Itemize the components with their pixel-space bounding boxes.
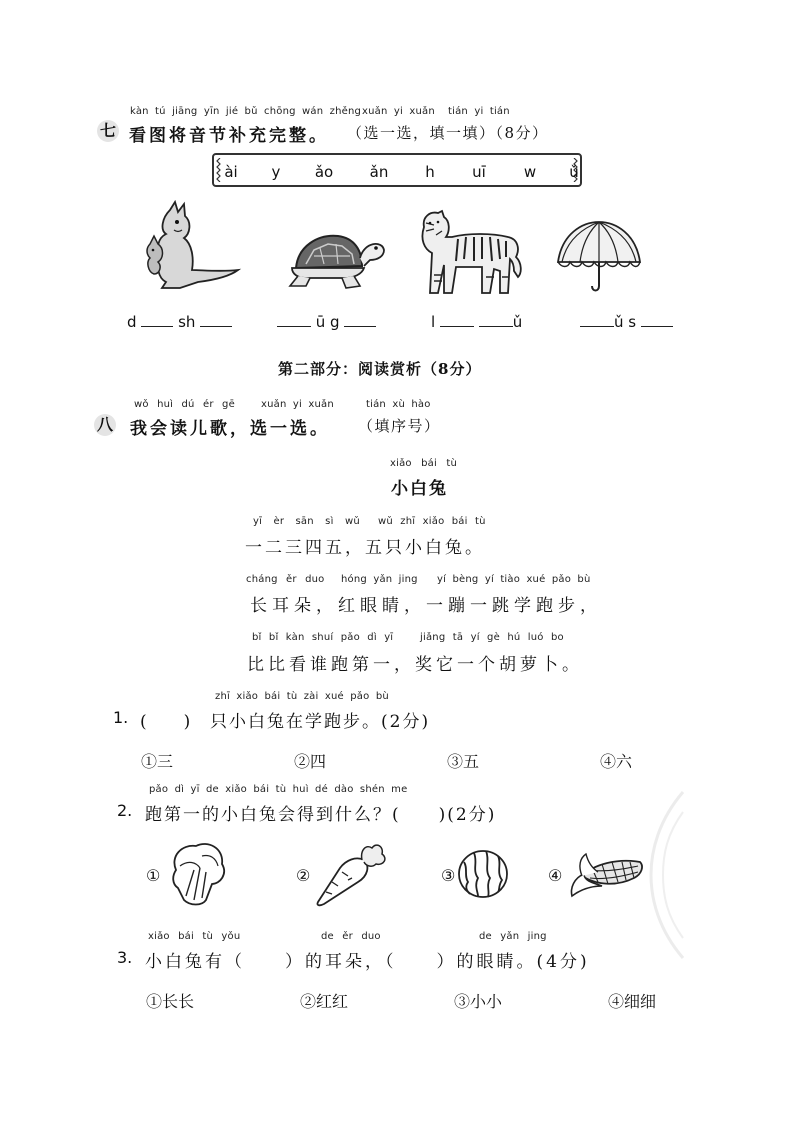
blank-group-turtle xyxy=(277,313,376,331)
cabbage-picture xyxy=(166,840,230,908)
poem-line2-pinyin-3: yí bèng yí tiào xué pǎo bù xyxy=(437,574,591,585)
blank-group-umbrella xyxy=(580,313,673,331)
blank-prefix: l xyxy=(431,313,436,331)
poem-line3-pinyin-2: jiǎng tā yí gè hú luó bo xyxy=(420,632,564,643)
section7-pinyin-2: xuǎn yi xuǎn xyxy=(362,106,435,117)
q3-pinyin-3: de yǎn jing xyxy=(479,931,547,942)
q1-choice[interactable]: ③五 xyxy=(447,752,480,771)
section8-pinyin-2: xuǎn yi xuǎn xyxy=(261,399,334,410)
q1-number: 1. xyxy=(113,708,129,727)
answer-blank[interactable] xyxy=(344,314,376,327)
q1-choice[interactable]: ①三 xyxy=(141,752,174,771)
poem-line1-pinyin: yī èr sān sì wǔ xyxy=(253,516,360,527)
poem-line2-pinyin-2: hóng yǎn jing xyxy=(341,574,418,585)
blank-prefix: d xyxy=(127,313,137,331)
option-syllable: uī xyxy=(472,163,486,181)
section7-pinyin: kàn tú jiāng yīn jié bǔ chōng wán zhěng xyxy=(130,106,362,117)
q3-pinyin-2: de ěr duo xyxy=(321,931,381,942)
poem-line3: 比比看谁跑第一，奖它一个胡萝卜。 xyxy=(247,655,583,675)
poem-line3-pinyin: bǐ bǐ kàn shuí pǎo dì yī xyxy=(252,632,394,643)
q3-choice[interactable]: ③小小 xyxy=(454,992,503,1011)
section7-title: 看图将音节补充完整。 xyxy=(129,126,329,146)
option-syllable: ǎn xyxy=(369,163,389,181)
kangaroo-picture xyxy=(140,200,245,295)
option-syllable: w xyxy=(523,163,537,181)
section8-pinyin: wǒ huì dú ér gē xyxy=(134,399,235,410)
poem-title: 小白兔 xyxy=(391,479,448,499)
blank-middle: sh xyxy=(178,313,196,331)
corn-picture xyxy=(568,852,648,898)
poem-line2-pinyin: cháng ěr duo xyxy=(246,574,325,585)
turtle-picture xyxy=(284,228,386,290)
q3-pinyin: xiǎo bái tù yǒu xyxy=(148,931,241,942)
q1-answer-paren[interactable]: ( ) xyxy=(140,712,192,732)
section8-badge: 八 xyxy=(94,414,116,436)
blank-middle: ū g xyxy=(315,313,340,331)
q2-pinyin: pǎo dì yī de xiǎo bái tù huì dé dào shén me xyxy=(149,784,408,795)
answer-blank[interactable] xyxy=(580,314,614,327)
answer-blank[interactable] xyxy=(200,314,232,327)
blank-group-kangaroo xyxy=(127,313,232,331)
section8-pinyin-3: tián xù hào xyxy=(366,399,431,410)
q2-choice[interactable]: ② xyxy=(296,866,311,885)
answer-blank[interactable] xyxy=(641,314,673,327)
q2-number: 2. xyxy=(117,801,133,820)
option-syllable: y xyxy=(271,163,281,181)
q2-choice[interactable]: ① xyxy=(146,866,161,885)
part2-title: 第二部分：阅读赏析（8分） xyxy=(278,360,482,378)
carrot-picture xyxy=(312,840,388,908)
poem-line2: 长耳朵，红眼睛，一蹦一跳学跑步， xyxy=(250,596,602,616)
answer-blank[interactable] xyxy=(440,314,474,327)
section7-suffix: （选一选，填一填）（8分） xyxy=(347,124,549,142)
q3-choice[interactable]: ①长长 xyxy=(146,992,195,1011)
q1-text: 只小白兔在学跑步。(2分) xyxy=(210,712,431,732)
q3-choice[interactable]: ④细细 xyxy=(608,992,657,1011)
q3-text: 小白兔有（ ）的耳朵，（ ）的眼睛。(4分) xyxy=(145,952,590,972)
umbrella-picture xyxy=(552,220,646,294)
q1-choice[interactable]: ②四 xyxy=(294,752,327,771)
q2-choice[interactable]: ③ xyxy=(441,866,456,885)
section8-suffix: （填序号） xyxy=(358,417,441,435)
option-syllable: h xyxy=(425,163,435,181)
watermelon-picture xyxy=(456,848,510,900)
option-syllable: ǔ xyxy=(569,163,579,181)
q3-choice[interactable]: ②红红 xyxy=(300,992,349,1011)
q1-pinyin: zhī xiǎo bái tù zài xué pǎo bù xyxy=(215,691,389,702)
q2-text: 跑第一的小白兔会得到什么？( )(2分) xyxy=(145,805,497,825)
q1-choice[interactable]: ④六 xyxy=(600,752,633,771)
poem-line1-pinyin-2: wǔ zhī xiǎo bái tù xyxy=(378,516,486,527)
answer-blank[interactable] xyxy=(277,314,311,327)
blank-suffix: ǔ xyxy=(512,313,523,331)
tiger-picture xyxy=(416,209,524,297)
section8-title: 我会读儿歌，选一选。 xyxy=(130,419,330,439)
blank-middle: ǔ s xyxy=(614,313,637,331)
section7-badge: 七 xyxy=(97,120,119,142)
syllable-options-box xyxy=(212,153,582,187)
blank-group-tiger xyxy=(431,313,522,331)
answer-blank[interactable] xyxy=(479,314,513,327)
section7-pinyin-3: tián yi tián xyxy=(448,106,510,117)
poem-line1: 一二三四五，五只小白兔。 xyxy=(245,538,485,558)
option-syllable: ǎo xyxy=(314,163,334,181)
q2-choice[interactable]: ④ xyxy=(548,866,563,885)
zigzag-left-decoration xyxy=(216,158,222,182)
q3-number: 3. xyxy=(117,948,133,967)
option-syllable: ài xyxy=(224,163,238,181)
watermark-seal xyxy=(645,790,685,960)
answer-blank[interactable] xyxy=(141,314,173,327)
poem-title-pinyin: xiǎo bái tù xyxy=(390,458,458,469)
